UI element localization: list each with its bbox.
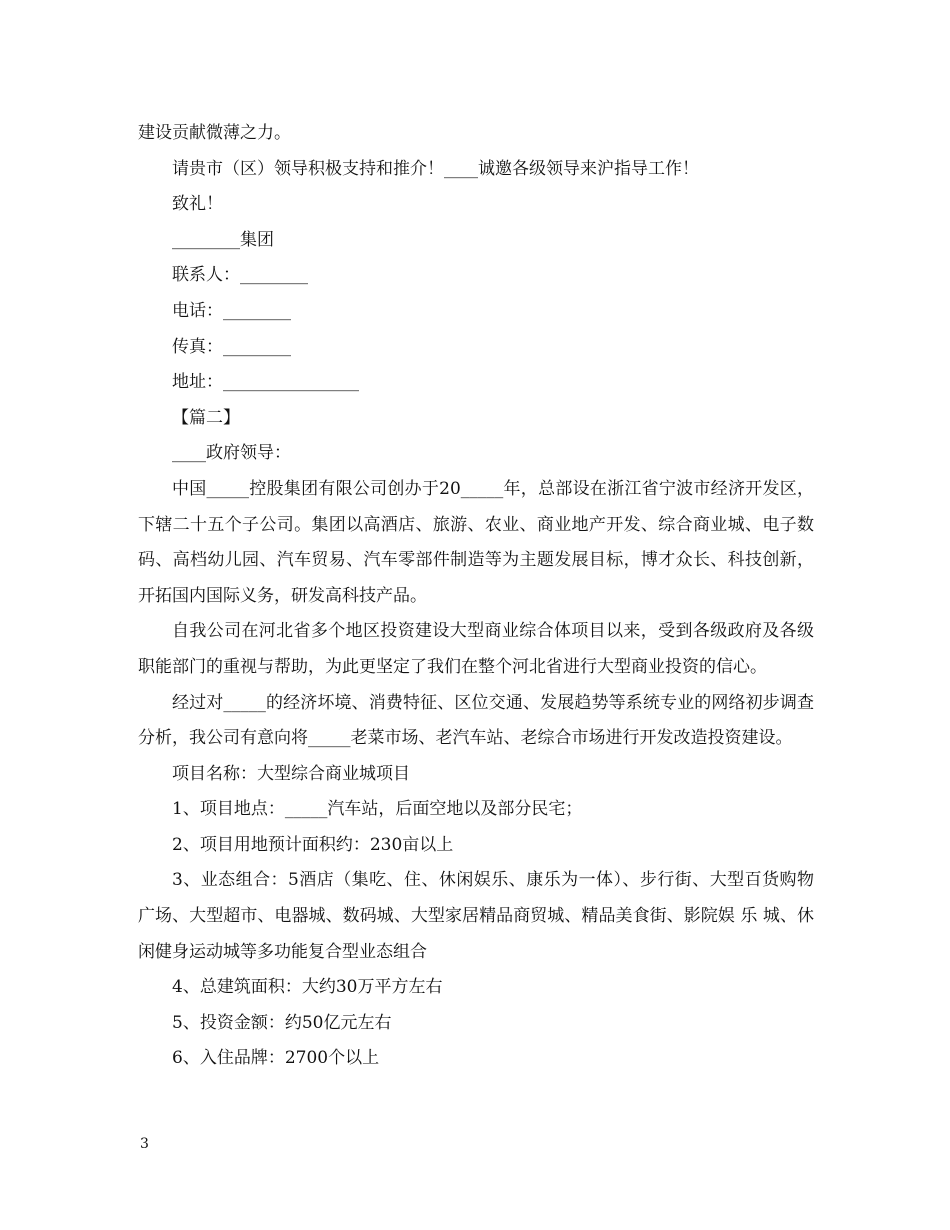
section-heading: 【篇二】	[172, 407, 240, 428]
project-area: 2、项目用地预计面积约：230亩以上	[172, 834, 454, 855]
contact-address: 地址：________________	[172, 372, 359, 393]
paragraph-survey: 经过对_____的经济坏境、消费特征、区位交通、发展趋势等系统专业的网络初步调查分析，我公司有意向将_____老菜市场、老汽车站、老综合市场进行开发改造投资建设。	[138, 692, 814, 749]
project-floor-area: 4、总建筑面积：大约30万平方左右	[172, 977, 443, 998]
contact-phone: 电话：________	[172, 300, 291, 321]
paragraph-salutation: 致礼！	[172, 194, 223, 215]
letter-greeting: ____政府领导：	[172, 443, 291, 464]
page-number: 3	[140, 1136, 149, 1152]
project-location: 1、项目地点：_____汽车站，后面空地以及部分民宅；	[172, 799, 583, 820]
paragraph-invitation: 请贵市（区）领导积极支持和推介！____诚邀各级领导来沪指导工作！	[172, 158, 699, 179]
document-body	[138, 116, 814, 1077]
paragraph-investment: 自我公司在河北省多个地区投资建设大型商业综合体项目以来，受到各级政府及各级职能部门的重视与帮助，为此更坚定了我们在整个河北省进行大型商业投资的信心。	[138, 621, 814, 677]
paragraph-continuation: 建设贡献微薄之力。	[138, 123, 291, 143]
project-name: 项目名称：大型综合商业城项目	[172, 763, 410, 784]
project-investment-amount: 5、投资金额：约50亿元左右	[172, 1012, 392, 1033]
paragraph-company-intro: 中国_____控股集团有限公司创办于20_____年，总部设在浙江省宁波市经济开发区，下辖二十五个子公司。集团以高酒店、旅游、农业、商业地产开发、综合商业城、电子数码、高档幼儿园、汽车贸易、汽车零部件制造等为主题发展目标，博才众长、科技创新，开拓国内国际义务，研发高科技产品。	[138, 478, 814, 606]
project-brands: 6、入住品牌：2700个以上	[172, 1048, 380, 1069]
contact-person: 联系人：________	[172, 265, 308, 286]
contact-fax: 传真：________	[172, 336, 291, 357]
signature-group: ________集团	[172, 229, 274, 250]
project-business-mix: 3、业态组合：5酒店（集吃、住、休闲娱乐、康乐为一体）、步行街、大型百货购物广场、大型超市、电器城、数码城、大型家居精品商贸城、精品美食街、影院娱 乐 城、休闲健身运动城等多功能复合型业态组合	[138, 870, 814, 962]
